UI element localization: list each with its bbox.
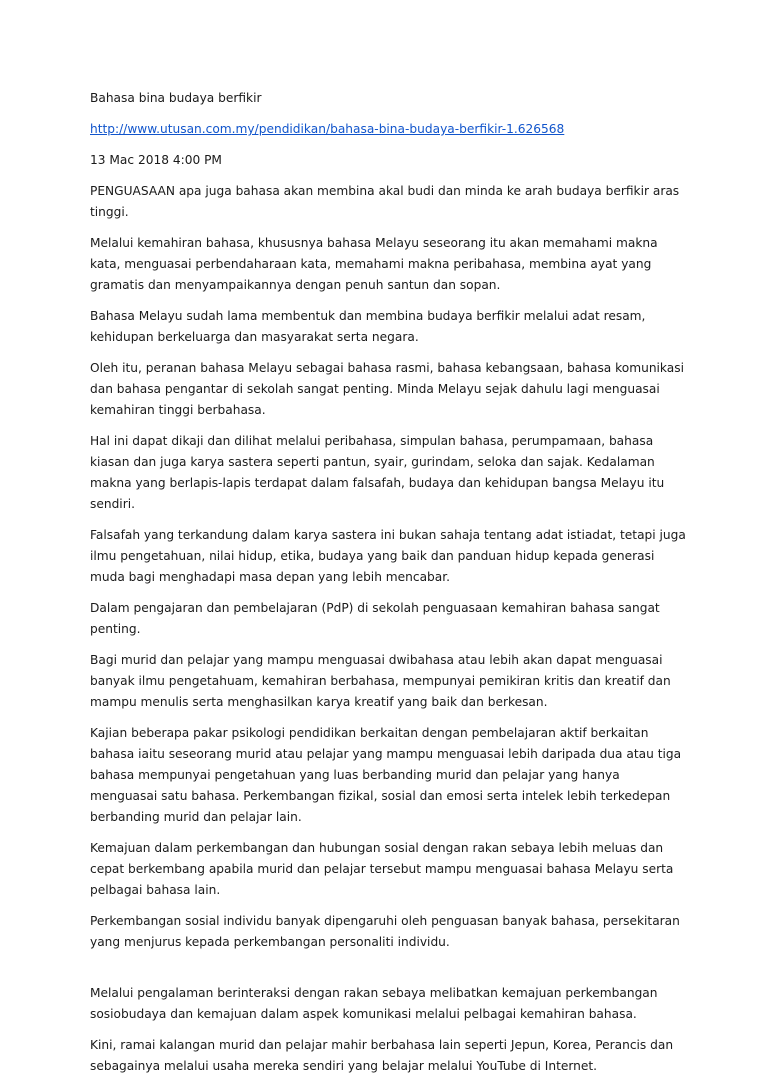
source-link-line	[90, 119, 690, 140]
paragraph-5: Hal ini dapat dikaji dan dilihat melalui peribahasa, simpulan bahasa, perumpamaan, bahasa kiasan dan juga karya sastera seperti pantun, syair, gurindam, seloka dan sajak. Kedalaman makna yang berlapis-lapis terdapat dalam falsafah, budaya dan kehidupan bangsa Melayu itu sendiri.	[90, 434, 665, 511]
paragraph-1: PENGUASAAN apa juga bahasa akan membina akal budi dan minda ke arah budaya berfikir aras tinggi.	[90, 184, 680, 219]
paragraph-4: Oleh itu, peranan bahasa Melayu sebagai bahasa rasmi, bahasa kebangsaan, bahasa komunikasi dan bahasa pengantar di sekolah sangat penting. Minda Melayu sejak dahulu lagi menguasai kemahiran tinggi berbahasa.	[90, 361, 684, 417]
paragraph-7: Dalam pengajaran dan pembelajaran (PdP) di sekolah penguasaan kemahiran bahasa sangat penting.	[90, 601, 660, 636]
source-link[interactable]: http://www.utusan.com.my/pendidikan/bahasa-bina-budaya-berfikir-1.626568	[90, 122, 565, 136]
paragraph-6: Falsafah yang terkandung dalam karya sastera ini bukan sahaja tentang adat istiadat, tetapi juga ilmu pengetahuan, nilai hidup, etika, budaya yang baik dan panduan hidup kepada generasi muda bagi menghadapi masa depan yang lebih mencabar.	[90, 528, 686, 584]
paragraph-10: Kemajuan dalam perkembangan dan hubungan sosial dengan rakan sebaya lebih meluas dan cepat berkembang apabila murid dan pelajar tersebut mampu menguasai bahasa Melayu serta pelbagai bahasa lain.	[90, 841, 674, 897]
paragraph-13: Kini, ramai kalangan murid dan pelajar mahir berbahasa lain seperti Jepun, Korea, Perancis dan sebagainya melalui usaha mereka sendiri yang belajar melalui YouTube di Internet.	[90, 1038, 674, 1073]
paragraph-3: Bahasa Melayu sudah lama membentuk dan membina budaya berfikir melalui adat resam, kehidupan berkeluarga dan masyarakat serta negara.	[90, 309, 646, 344]
paragraph-12: Melalui pengalaman berinteraksi dengan rakan sebaya melibatkan kemajuan perkembangan sosiobudaya dan kemajuan dalam aspek komunikasi melalui pelbagai kemahiran bahasa.	[90, 986, 658, 1021]
publish-date: 13 Mac 2018 4:00 PM	[90, 153, 222, 167]
paragraph-2: Melalui kemahiran bahasa, khususnya bahasa Melayu seseorang itu akan memahami makna kata, menguasai perbendaharaan kata, memahami makna peribahasa, membina ayat yang gramatis dan menyampaikannya dengan penuh santun dan sopan.	[90, 236, 658, 292]
paragraph-11: Perkembangan sosial individu banyak dipengaruhi oleh penguasan banyak bahasa, persekitaran yang menjurus kepada perkembangan personaliti individu.	[90, 914, 680, 949]
paragraph-8: Bagi murid dan pelajar yang mampu menguasai dwibahasa atau lebih akan dapat menguasai banyak ilmu pengetahuam, kemahiran berbahasa, mempunyai pemikiran kritis dan kreatif dan mampu menulis serta menghasilkan karya kreatif yang baik dan berkesan.	[90, 653, 671, 709]
document-page	[90, 88, 690, 1087]
paragraph-9: Kajian beberapa pakar psikologi pendidikan berkaitan dengan pembelajaran aktif berkaitan bahasa iaitu seseorang murid atau pelajar yang mampu menguasai lebih daripada dua atau tiga bahasa mempunyai pengetahuan yang luas berbanding murid dan pelajar yang hanya menguasai satu bahasa. Perkembangan fizikal, sosial dan emosi serta intelek lebih terkedepan berbanding murid dan pelajar lain.	[90, 726, 682, 824]
document-title: Bahasa bina budaya berfikir	[90, 91, 262, 105]
